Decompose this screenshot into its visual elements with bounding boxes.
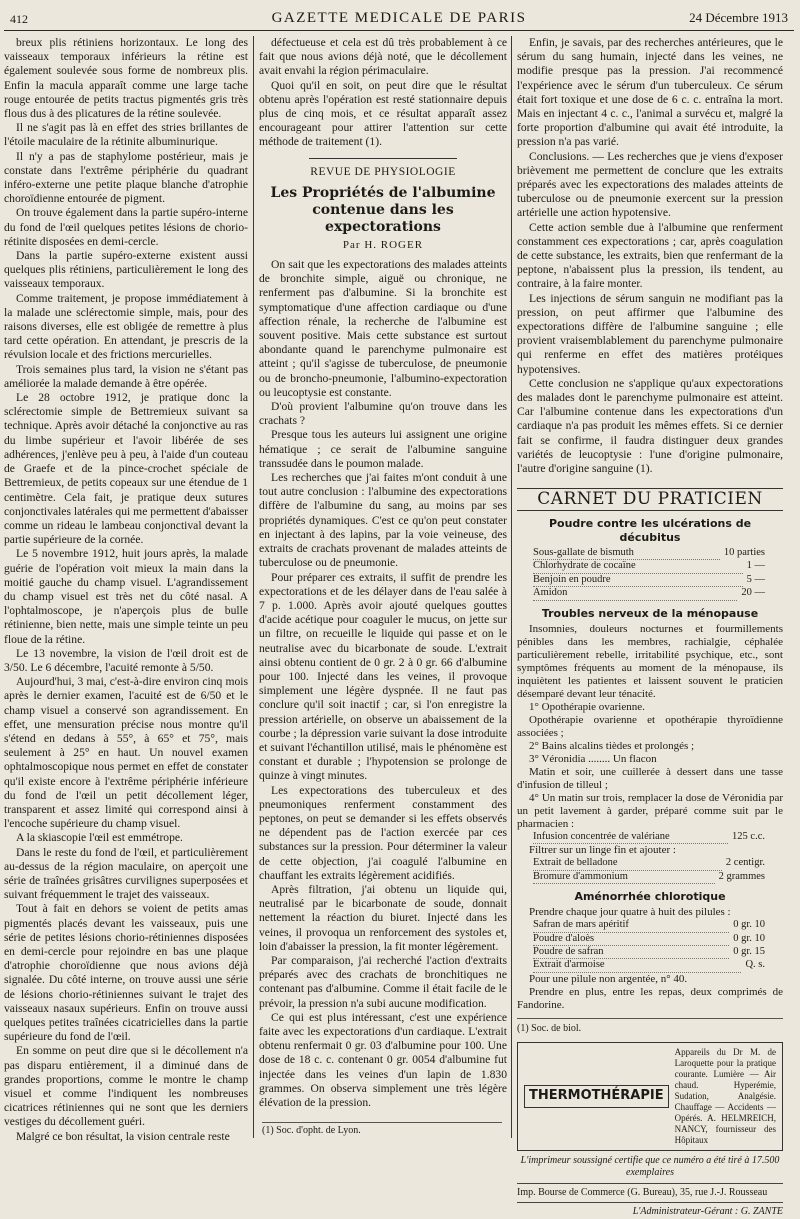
paragraph: On trouve également dans la partie supéro-interne du fond de l'œil quelques petites lésions de chorio-rétinite disposées en demi-cercle.	[4, 206, 248, 248]
ingredient-name: Poudre de safran	[533, 946, 729, 959]
paragraph: Par comparaison, j'ai recherché l'action d'extraits préparés avec des crachats de bronchitiques ne contenant pas d'albumine. Comme il était facile de le prévoir, la pression n'a subi aucune modification.	[259, 953, 507, 1010]
recipe-row	[533, 560, 783, 573]
paragraph: Pour une pilule non argentée, n° 40.	[529, 972, 688, 985]
recipe-row	[533, 871, 783, 884]
paragraph: Aujourd'hui, 3 mai, c'est-à-dire environ cinq mois après le dernier examen, l'acuité est de 6/50 et le champ visuel a conservé son agrandissement. En effet, une mensuration précise nous montre qu'il s'étend en dedans à 55°, à 65° et 75°, mais seulement à 25° en haut. Un nouvel examen ophtalmoscopique nous permet en effet de constater qu'il existe encore à l'extrême périphérie inférieure du fond de l'œil un petit décollement léger, transparent et assez limité qui correspond ainsi à l'encoche supérieure du champ visuel.	[4, 675, 248, 831]
ingredient-name: Bromure d'ammonium	[533, 871, 715, 884]
section-rubric: REVUE DE PHYSIOLOGIE	[310, 165, 456, 178]
paragraph: On sait que les expectorations des malades atteints de bronchite simple, aiguë ou chronique, ne renferment pas d'albumine. Si la bronchite est symptomatique d'une affection cardiaque ou d'une affection rénale, la recherche de l'albumine est souvent positive. Mais cette substance est surtout abondante quand le parenchyme pulmonaire est atteint ; qu'il s'agisse de tuberculose, de pneumonie ou de broncho-pneumonie, l'albumino-expectoration ou leucoptysie est constante.	[259, 258, 507, 399]
paragraph: Insomnies, douleurs nocturnes et fourmillements pénibles dans les membres, rachialgie, céphalée particulièrement rebelle, irritabilité psychique, etc., sont symptômes fréquents au moment de la ménopause, ils inquiètent les patientes et laissent souvent le praticien désemparé devant leur ténacité.	[517, 622, 783, 700]
gerant-line: L'Administrateur-Gérant : G. ZANTE	[632, 1206, 783, 1218]
footnote-col2: (1) Soc. d'opht. de Lyon.	[262, 1122, 502, 1136]
ingredient-name: Sous-gallate de bismuth	[533, 547, 720, 560]
recipe-text: Prendre chaque jour quatre à huit des pilules :	[529, 906, 731, 919]
recipe-list	[517, 919, 783, 973]
paragraph: Trois semaines plus tard, la vision ne s'étant pas améliorée la malade demande à être opérée.	[4, 362, 248, 390]
ingredient-name: Chlorhydrate de cocaïne	[533, 560, 743, 573]
ingredient-qty: 5 —	[746, 573, 765, 585]
paragraph: Presque tous les auteurs lui assignent une origine hématique ; ce serait de l'albumine sanguine transsudée dans le poumon malade.	[259, 428, 507, 470]
ingredient-qty: 20 —	[741, 587, 765, 599]
paragraph: 4° Un matin sur trois, remplacer la dose de Véronidia par un petit lavement à garder, préparé comme suit par le pharmacien :	[517, 791, 783, 830]
ingredient-qty: 0 gr. 15	[733, 945, 765, 957]
recipe-heading: Troubles nerveux de la ménopause	[541, 606, 759, 620]
paragraph: 1° Opothérapie ovarienne.	[529, 700, 645, 713]
paragraph: Quoi qu'il en soit, on peut dire que le résultat obtenu après l'opération est resté stationnaire depuis plus de cinq mois, et ce résultat apparaît assez encourageant pour attirer l'attention sur cette méthode de traitement (1).	[259, 78, 507, 149]
article-title: Les Propriétés de l'albumine contenue dans les expectorations	[270, 184, 496, 235]
ingredient-name: Benjoin en poudre	[533, 574, 743, 587]
ingredient-qty: 1 —	[746, 560, 765, 572]
paragraph: Le 5 novembre 1912, huit jours après, la malade guérie de l'opération voit mieux la main dans la moitié gauche du champ visuel. L'agrandissement du champ visuel est très net du côté nasal. A l'ophtalmoscope, je n'aperçois plus de bulle rétinienne, bien nette, mais une simple teinte un peu floue de la rétine.	[4, 547, 248, 646]
recipe-list	[517, 857, 783, 884]
paragraph: Opothérapie ovarienne et opothérapie thyroïdienne associées ;	[517, 713, 783, 739]
recipe-heading: Aménorrhée chlorotique	[574, 889, 726, 903]
ingredient-qty: 125 c.c.	[732, 830, 765, 842]
recipe-list	[517, 831, 783, 844]
column-2	[259, 36, 507, 1136]
header-rule	[4, 30, 794, 31]
paragraph: 3° Véronidia ........ Un flacon	[529, 752, 657, 765]
column-3	[517, 36, 783, 1218]
article-byline: Par H. ROGER	[342, 238, 424, 251]
paragraph: Matin et soir, une cuillerée à dessert dans une tasse d'infusion de tilleul ;	[517, 765, 783, 791]
recipe-row	[533, 857, 783, 870]
recipe-text: Filtrer sur un linge fin et ajouter :	[529, 844, 676, 857]
paragraph: Pour préparer ces extraits, il suffit de prendre les expectorations et de les délayer dans de l'eau salée à 7 p. 1.000. Après avoir ajouté quelques gouttes d'acide acétique pour coaguler le mucus, on jette sur un filtre, on recueille le liquide qui passe et on le neutralise avec du bicarbonate de soude. L'extrait ainsi obtenu contient de 0 gr. 2 à 0 gr. 66 d'albumine pour 100. Injecté dans les veines, il provoque simplement une légère dyspnée. Il ne faut pas conclure qu'il soit inactif ; car, si l'on enregistre la pression artérielle, on observe un abaissement de la courbe ; la dépression varie suivant la dose introduite et suivant l'échantillon utilisé, mais le phénomène est constant et durable ; l'hypotension se prolonge de quinze à vingt minutes.	[259, 570, 507, 783]
running-header	[10, 8, 788, 28]
article-body	[259, 258, 507, 1110]
paragraph: En somme on peut dire que si le décollement n'a pas disparu entièrement, il a diminué dans de grandes proportions, comme le montre le champ visuel et comme l'indiquent les nombreuses cicatrices rétiniennes qui ne sont que les derniers vestiges du décollement guéri.	[4, 1044, 248, 1129]
article-continuation	[259, 36, 507, 150]
ad-text: Appareils du Dr M. de Laroquette pour la pratique courante. Lumière — Air chaud. Hyperémie, Sudation, Analgésie. Chauffage — Accidents — Opérés. A. HELMREICH, NANCY, fournisseur des Hôpitaux	[674, 1046, 776, 1145]
paragraph: Les recherches que j'ai faites m'ont conduit à une tout autre conclusion : l'albumine des expectorations diffère de l'albumine du sang, au moins par ses propriétés dynamiques. C'est ce qu'on peut constater en injectant à des lapins, par la voie veineuse, des extraits de crachats provenant de malades atteints de tuberculose ou de pneumonie.	[259, 471, 507, 570]
paragraph: défectueuse et cela est dû très probablement à ce fait que nous avions déjà noté, que le décollement avait envahi la région périmaculaire.	[259, 36, 507, 78]
paragraph: 2° Bains alcalins tièdes et prolongés ;	[529, 739, 695, 752]
ingredient-name: Poudre d'aloès	[533, 933, 729, 946]
page-number: 412	[10, 12, 28, 26]
paragraph: breux plis rétiniens horizontaux. Le long des vaisseaux temporaux inférieurs la rétine est également soulevée sous forme de nombreux plis. Enfin la macula apparaît comme une large tache rouge entourée de petits tractus pigmentés gris très flous dus à des plicatures de la rétine soulevée.	[4, 36, 248, 121]
paragraph: A la skiascopie l'œil est emmétrope.	[16, 831, 183, 845]
ingredient-qty: 0 gr. 10	[733, 932, 765, 944]
ingredient-name: Safran de mars apéritif	[533, 919, 729, 932]
recipe-row	[533, 547, 783, 560]
paragraph: Enfin, je savais, par des recherches antérieures, que le sérum du sang humain, injecté dans les veines, ne modifie presque pas la pression. J'ai recommencé l'expérience avec le sérum d'un tuberculeux. Ce sérum était fort toxique et une dose de 6 c. c. entraîna la mort. Mais en injectant 4 c. c., l'animal a survécu et, malgré la forte proportion d'albumine qui avait été introduite, la pression n'a pas varié.	[517, 36, 783, 149]
footnote-col3: (1) Soc. de biol.	[517, 1018, 783, 1036]
advertisement	[517, 1042, 783, 1151]
paragraph: Le 13 novembre, la vision de l'œil droit est de 3/50. Le 6 décembre, l'acuité remonte à 5/50.	[4, 646, 248, 674]
journal-title: GAZETTE MEDICALE DE PARIS	[271, 10, 527, 26]
recipe-list	[517, 547, 783, 601]
paragraph: Les injections de sérum sanguin ne modifiant pas la pression, on peut affirmer que l'albumine des expectorations diffère de l'albumine sanguine ; elle provient vraisemblablement du parenchyme pulmonaire qui renferme en effet des matières protéiques hypotensives.	[517, 291, 783, 376]
paragraph: Prendre en plus, entre les repas, deux comprimés de Fandorine.	[517, 985, 783, 1011]
paragraph: Malgré ce bon résultat, la vision centrale reste	[16, 1129, 230, 1143]
ingredient-name: Amidon	[533, 587, 737, 600]
ad-brand: THERMOTHÉRAPIE	[524, 1085, 669, 1107]
printer-note: L'imprimeur soussigné certifie que ce numéro a été tiré à 17.500 exemplaires	[520, 1154, 780, 1178]
paragraph: Le 28 octobre 1912, je pratique donc la sclérectomie simple de Bettremieux suivant sa technique. Après avoir détaché la conjonctive au ras du limbe supérieur et l'avoir libérée de ses adhérences, j'enlève peu à peu, à l'aide d'un couteau de Graefe et de la pince-crochet spéciale de Bettremieux, de petits copeaux sur une étendue de 1 centimètre. Cela fait, je pratique deux sutures conjonctivales latérales qui me permettent d'abaisser comme un rideau le lambeau conjonctival devant la partie supérieure de la cornée.	[4, 391, 248, 547]
paragraph: Ce qui est plus intéressant, c'est une expérience faite avec les expectorations d'un cardiaque. L'extrait obtenu renfermait 0 gr. 03 d'albumine pour 100. Une dose de 18 c. c. contenant 0 gr. 0054 d'albumine fut injectée dans les veines d'un lapin de 1.830 grammes. On observa simplement une très légère élévation de la pression.	[259, 1010, 507, 1110]
recipe-row	[533, 587, 783, 600]
paragraph: Cette action semble due à l'albumine que renferment constamment ces expectorations ; car, après coagulation de cette substance, les extraits, bien que renfermant de la peptone, n'abaissent plus la pression, ils tendent, au contraire, à la faire monter.	[517, 220, 783, 291]
column-1	[4, 36, 248, 1143]
paragraph: Comme traitement, je propose immédiatement à la malade une sclérectomie simple, mais, pour des raisons diverses, elle est obligée de remettre à plus tard cette opération. En attendant, je prescris de la révulsion locale et des frictions mercurielles.	[4, 291, 248, 362]
ingredient-qty: 2 centigr.	[725, 857, 765, 869]
recipe-row	[533, 959, 783, 972]
imprint: Imp. Bourse de Commerce (G. Bureau), 35, rue J.-J. Rousseau	[517, 1183, 783, 1203]
paragraph: Les expectorations des tuberculeux et des pneumoniques renferment constamment des peptones, on peut se demander si les effets observés ne dépendent pas de l'action exercée par ces substances sur la pression. Pour déterminer la valeur de cette objection, j'ai coagulé l'albumine en chauffant les extraits légèrement acidifiés.	[259, 783, 507, 882]
paragraph: Dans le reste du fond de l'œil, et particulièrement au-dessus de la région maculaire, on aperçoit une série de traînées grisâtres curvilignes superposées et suivant fréquemment le trajet des vaisseaux.	[4, 845, 248, 902]
paragraph: Il n'y a pas de staphylome postérieur, mais je constate dans l'extrême périphérie du quadrant inféro-externe une petite plaque blanche d'atrophie choroïdienne entourée de pigment.	[4, 149, 248, 206]
paragraph: Dans la partie supéro-externe existent aussi quelques plis rétiniens, particulièrement le long des vaisseaux temporaux.	[4, 249, 248, 291]
column-divider	[253, 36, 254, 1138]
paragraph: Conclusions. — Les recherches que je viens d'exposer brièvement me permettent de conclure que les extraits préparés avec les expectorations des malades atteints de tuberculose ou de pneumonie exercent sur la pression artérielle une action hypotensive.	[517, 149, 783, 220]
article-conclusion	[517, 36, 783, 476]
ingredient-qty: 0 gr. 10	[733, 919, 765, 931]
recipe-row	[533, 946, 783, 959]
recipe-row	[533, 831, 783, 844]
paragraph: Cette conclusion ne s'applique qu'aux expectorations des malades dont le parenchyme pulmonaire est atteint. Car l'albumine contenue dans les expectorations d'un cardiaque n'a pas produit les mêmes effets. Si ce dernier fait se confirme, il faudra distinguer deux grandes variétés de leucoptysie : l'une d'origine pulmonaire, l'autre d'origine sanguine (1).	[517, 376, 783, 476]
ingredient-qty: Q. s.	[745, 959, 765, 971]
issue-date: 24 Décembre 1913	[689, 10, 788, 25]
recipe-heading: Poudre contre les ulcérations de décubitus	[548, 516, 752, 544]
recipe-row	[533, 919, 783, 932]
paragraph: Il ne s'agit pas là en effet des stries brillantes de l'étoile maculaire de la rétinite albuminurique.	[4, 121, 248, 149]
recipe-text	[517, 623, 783, 831]
ingredient-name: Extrait de belladone	[533, 857, 722, 870]
ingredient-qty: 10 parties	[723, 546, 765, 558]
ingredient-name: Infusion concentrée de valériane	[533, 831, 728, 844]
paragraph: D'où provient l'albumine qu'on trouve dans les crachats ?	[259, 400, 507, 428]
column-divider	[511, 36, 512, 1138]
carnet-title: CARNET DU PRATICIEN	[517, 488, 783, 510]
paragraph: Tout à fait en dehors se voient de petits amas pigmentés placés devant les vaisseaux, puis une série de petites lésions chorio-rétiniennes disposées en demi-cercle pour rejoindre en bas une plaque d'atrophie choroïdienne que nous avions déjà signalée. Du côté interne, on trouve aussi une série de lésions chorio-rétiniennes suivant le trajet des vaisseaux nasaux supérieurs. Enfin on trouve aussi quelques petites traînées cicatricielles dans la partie supérieure du fond de l'œil.	[4, 902, 248, 1044]
recipe-row	[533, 933, 783, 946]
recipe-row	[533, 574, 783, 587]
recipe-text	[517, 973, 783, 1012]
section-rule	[309, 158, 458, 159]
ingredient-name: Extrait d'armoise	[533, 959, 741, 972]
paragraph: Après filtration, j'ai obtenu un liquide qui, neutralisé par le bicarbonate de soude, donnait nettement la réaction du biuret. Injecté dans les veines, il provoqua un renforcement des systoles et, loin d'abaisser la pression, la fit monter légèrement.	[259, 882, 507, 953]
ingredient-qty: 2 grammes	[718, 870, 765, 882]
